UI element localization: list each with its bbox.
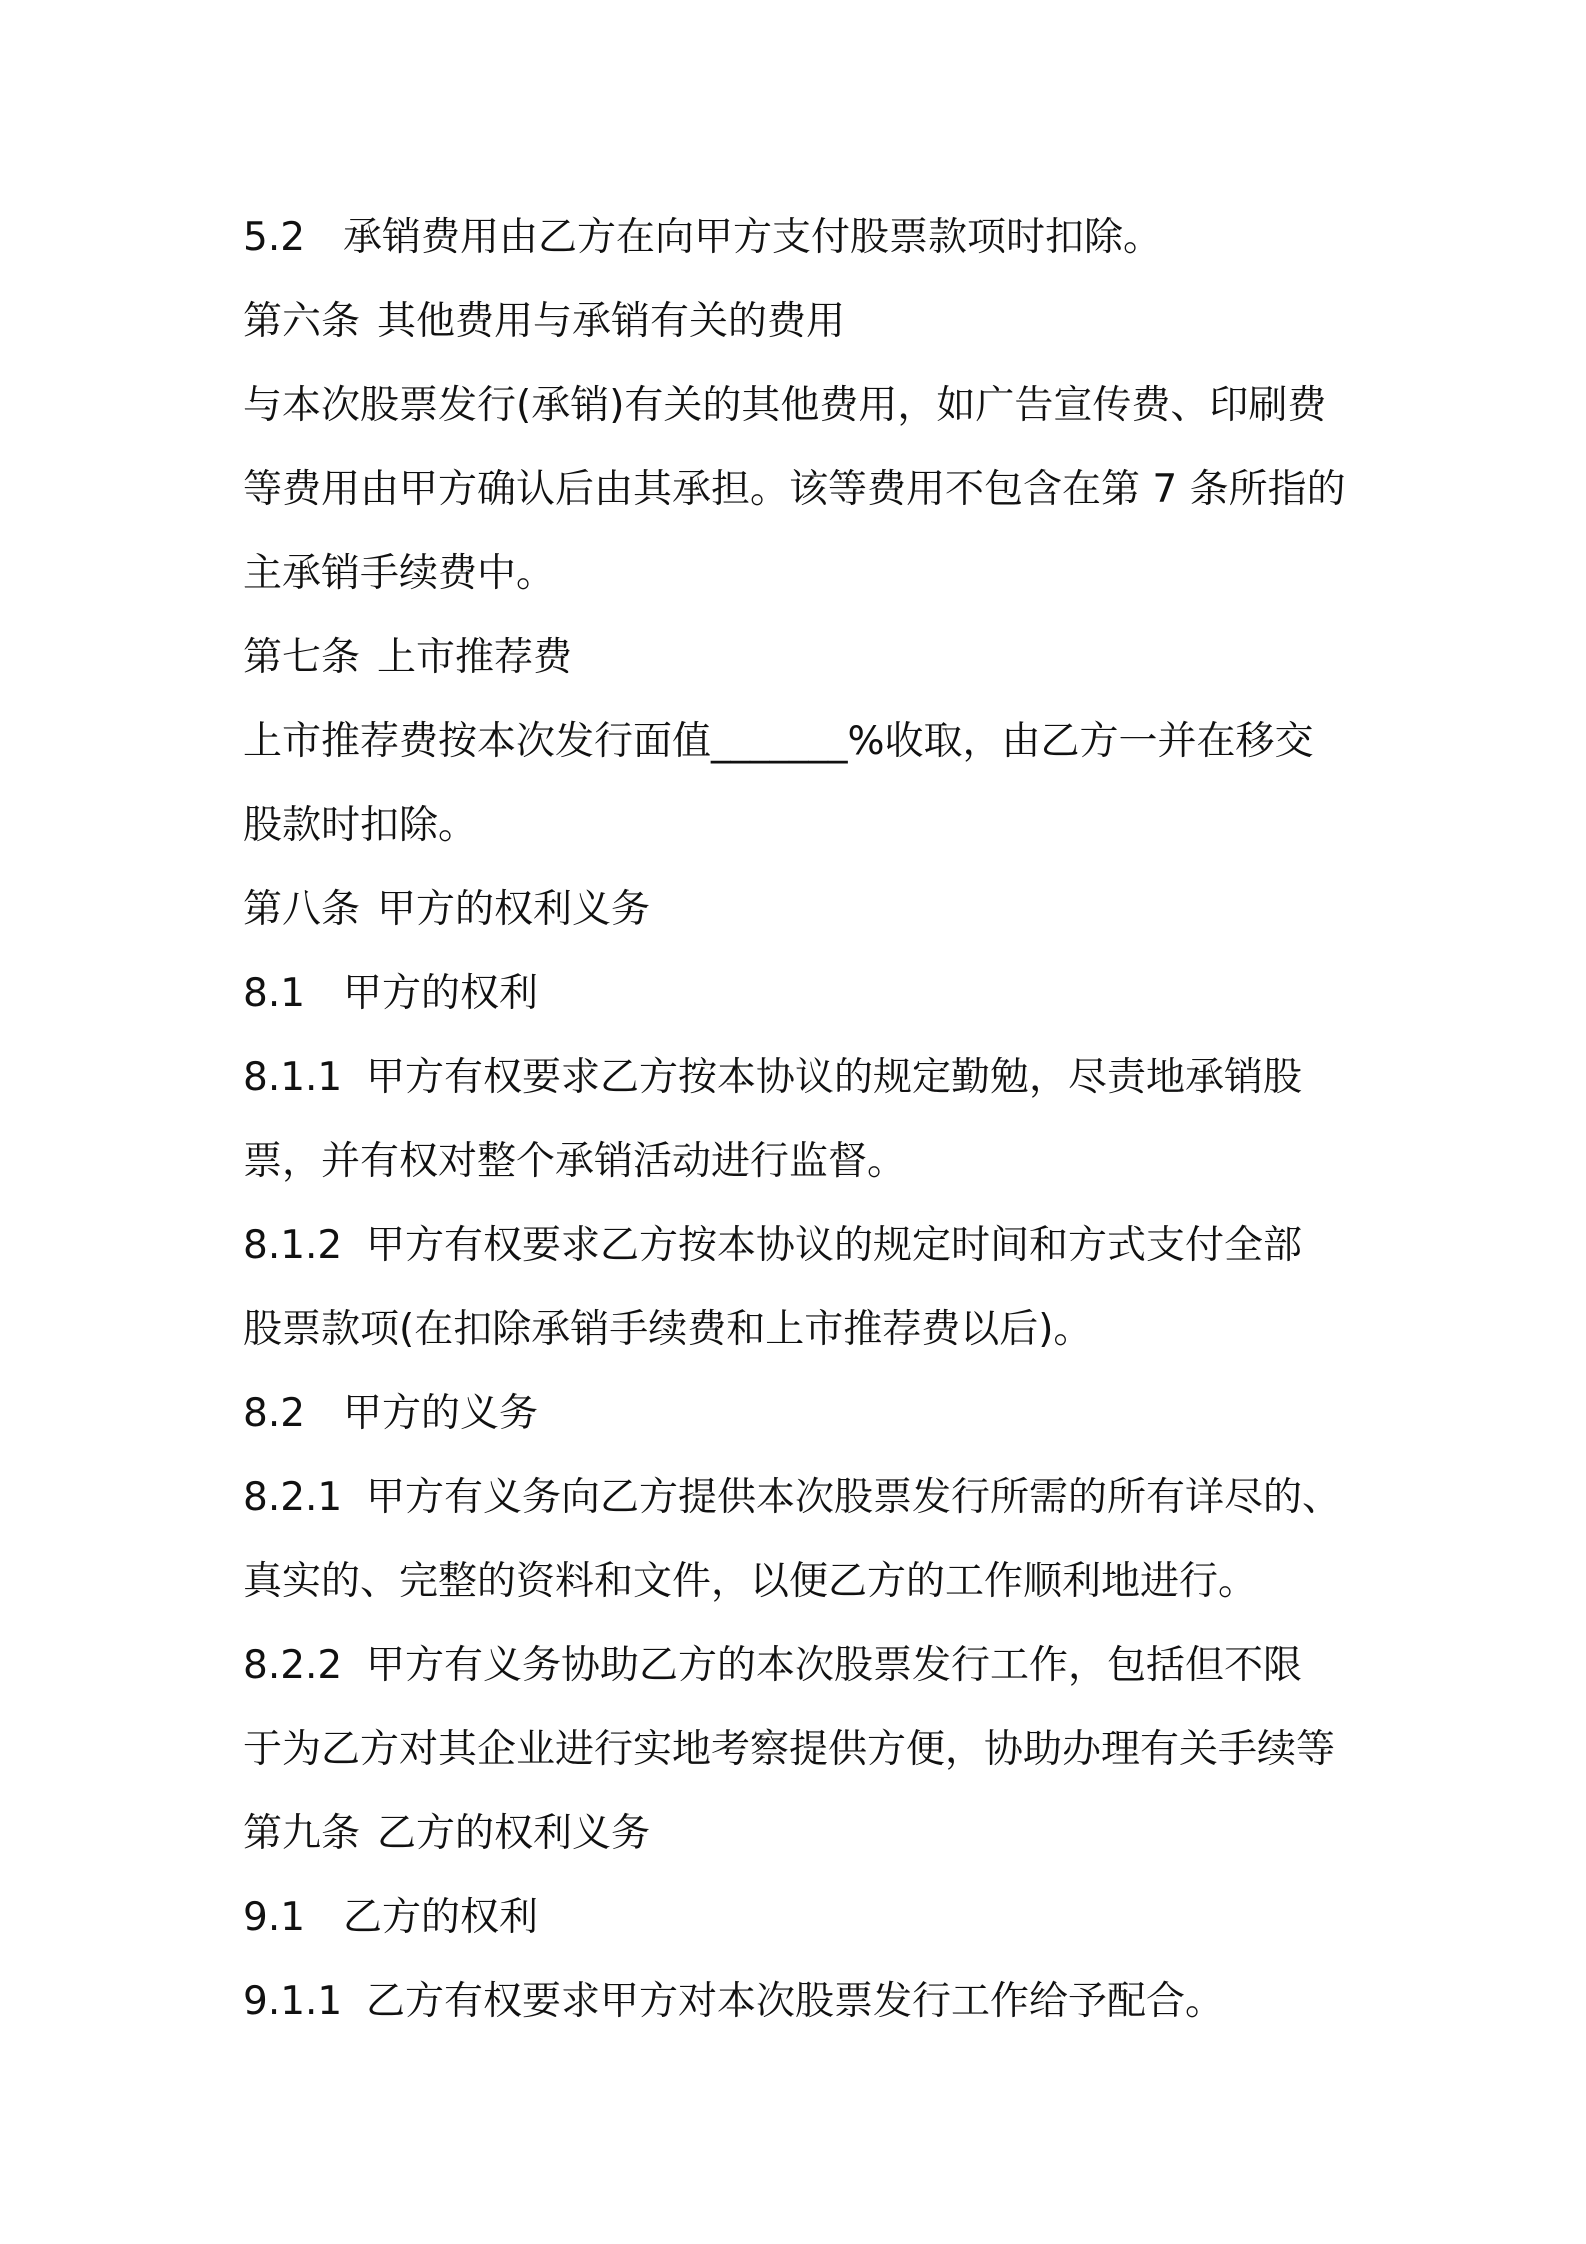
paragraph-text: 真实的、完整的资料和文件，以便乙方的工作顺利地进行。 (243, 1559, 1258, 1604)
clause-number: 8.2.2 (243, 1643, 343, 1688)
paragraph-line (243, 1708, 1363, 1792)
clause-text: 甲方有义务向乙方提供本次股票发行所需的所有详尽的、 (366, 1475, 1342, 1520)
article-number: 第七条 (243, 635, 361, 680)
clause-9-1 (243, 1876, 1363, 1960)
clause-8-2 (243, 1372, 1363, 1456)
article-7-heading (243, 616, 1363, 700)
clause-number: 9.1.1 (243, 1979, 343, 2024)
article-title: 甲方的权利义务 (377, 887, 651, 932)
clause-text: 甲方有权要求乙方按本协议的规定勤勉，尽责地承销股 (366, 1055, 1303, 1100)
paragraph-line (243, 1120, 1363, 1204)
article-6-heading (243, 280, 1363, 364)
clause-text: 甲方有义务协助乙方的本次股票发行工作，包括但不限 (366, 1643, 1303, 1688)
clause-number: 5.2 (243, 215, 306, 260)
paragraph-line (243, 784, 1363, 868)
clause-5-2 (243, 196, 1363, 280)
clause-number: 8.2.1 (243, 1475, 343, 1520)
article-title: 其他费用与承销有关的费用 (377, 299, 846, 344)
paragraph-text: 于为乙方对其企业进行实地考察提供方便，协助办理有关手续等 (243, 1727, 1336, 1772)
article-title: 乙方的权利义务 (377, 1811, 651, 1856)
paragraph-text: 与本次股票发行(承销)有关的其他费用，如广告宣传费、印刷费 (243, 383, 1327, 428)
paragraph-line (243, 1540, 1363, 1624)
paragraph-text: 等费用由甲方确认后由其承担。该等费用不包含在第 7 条所指的 (243, 467, 1346, 512)
clause-9-1-1 (243, 1960, 1363, 2044)
clause-8-1-1 (243, 1036, 1363, 1120)
paragraph-text: 股款时扣除。 (243, 803, 478, 848)
clause-text: 乙方有权要求甲方对本次股票发行工作给予配合。 (366, 1979, 1225, 2024)
document-page (243, 196, 1363, 2044)
article-8-heading (243, 868, 1363, 952)
paragraph-text: 票，并有权对整个承销活动进行监督。 (243, 1139, 907, 1184)
article-number: 第八条 (243, 887, 361, 932)
clause-number: 8.1.2 (243, 1223, 343, 1268)
article-title: 上市推荐费 (377, 635, 573, 680)
article-9-heading (243, 1792, 1363, 1876)
clause-text: 乙方的权利 (343, 1895, 539, 1940)
clause-text: 甲方的义务 (343, 1391, 539, 1436)
clause-8-2-1 (243, 1456, 1363, 1540)
clause-number: 8.2 (243, 1391, 306, 1436)
clause-text: 甲方有权要求乙方按本协议的规定时间和方式支付全部 (366, 1223, 1303, 1268)
paragraph-line (243, 1288, 1363, 1372)
clause-8-1 (243, 952, 1363, 1036)
paragraph-text: 上市推荐费按本次发行面值_______%收取，由乙方一并在移交 (243, 719, 1314, 764)
paragraph-line (243, 364, 1363, 448)
clause-8-1-2 (243, 1204, 1363, 1288)
clause-number: 8.1.1 (243, 1055, 343, 1100)
clause-text: 承销费用由乙方在向甲方支付股票款项时扣除。 (343, 215, 1163, 260)
clause-text: 甲方的权利 (343, 971, 539, 1016)
article-number: 第六条 (243, 299, 361, 344)
paragraph-line (243, 700, 1363, 784)
clause-number: 8.1 (243, 971, 306, 1016)
paragraph-line (243, 448, 1363, 532)
paragraph-text: 股票款项(在扣除承销手续费和上市推荐费以后)。 (243, 1307, 1093, 1352)
clause-number: 9.1 (243, 1895, 306, 1940)
article-number: 第九条 (243, 1811, 361, 1856)
paragraph-text: 主承销手续费中。 (243, 551, 556, 596)
clause-8-2-2 (243, 1624, 1363, 1708)
paragraph-line (243, 532, 1363, 616)
